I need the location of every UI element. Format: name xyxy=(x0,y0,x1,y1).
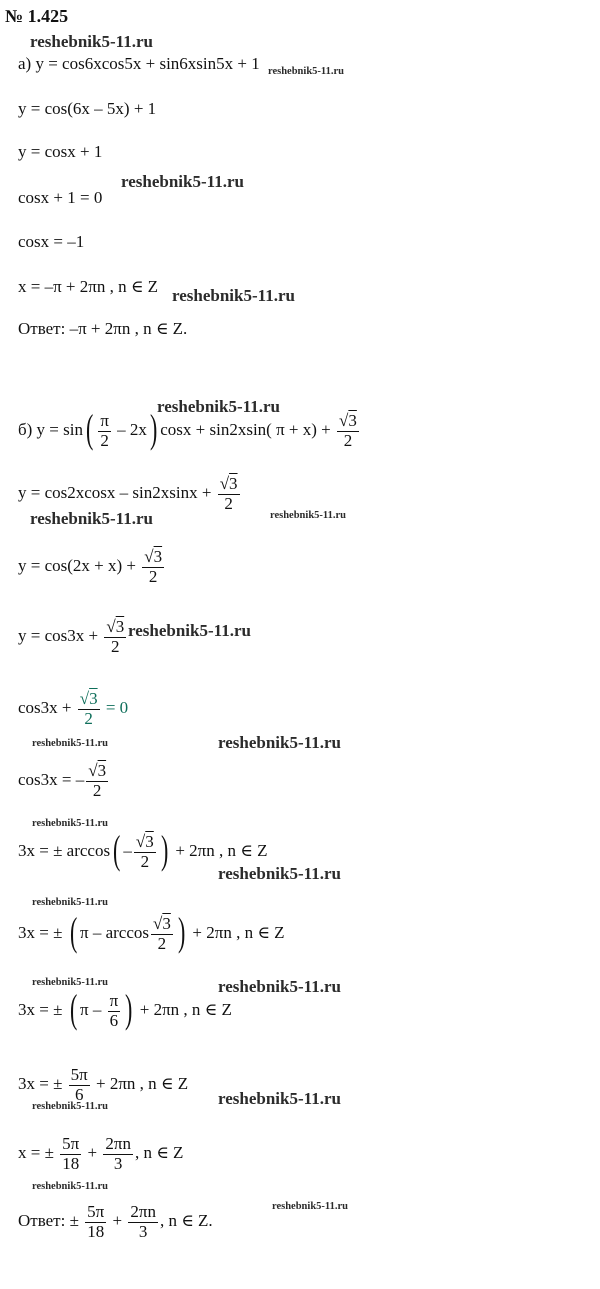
part-a-line-4: cosx + 1 = 0 xyxy=(18,188,103,207)
watermark: reshebnik5-11.ru xyxy=(272,1201,348,1212)
watermark: reshebnik5-11.ru xyxy=(268,66,344,77)
watermark: reshebnik5-11.ru xyxy=(32,897,108,908)
watermark: reshebnik5-11.ru xyxy=(30,32,153,51)
watermark: reshebnik5-11.ru xyxy=(157,397,280,416)
part-a-line-2: y = cos(6x – 5x) + 1 xyxy=(18,99,157,118)
watermark: reshebnik5-11.ru xyxy=(218,733,341,752)
part-b-line-1: б) y = sin( $\frac{\pi}{2}$ – 2x) cosx + sin2xsin( π + x) + $\frac{√3}{2}$ xyxy=(18,406,357,452)
part-b-line-11: x = ± $\frac{5\pi}{18}$ + $\frac{2\pi n}{3}$ , n ∈ Z xyxy=(18,1134,184,1173)
watermark: reshebnik5-11.ru xyxy=(121,172,244,191)
watermark: reshebnik5-11.ru xyxy=(30,509,153,528)
watermark: reshebnik5-11.ru xyxy=(128,621,251,640)
part-b-line-8: 3x = ± ( π – arccos $\frac{√3}{2}$ ) + 2πn , n ∈ Z xyxy=(18,909,285,955)
part-a-line-3: y = cosx + 1 xyxy=(18,142,103,161)
watermark: reshebnik5-11.ru xyxy=(32,1101,108,1112)
watermark: reshebnik5-11.ru xyxy=(32,818,108,829)
part-b-line-6: cos3x = – $\frac{√3}{2}$ xyxy=(18,761,107,800)
part-a-line-5: cosx = –1 xyxy=(18,232,85,251)
part-b-line-9: 3x = ± ( π – $\frac{\pi}{6}$ ) + 2πn , n ∈ Z xyxy=(18,986,232,1032)
watermark: reshebnik5-11.ru xyxy=(218,864,341,883)
watermark: reshebnik5-11.ru xyxy=(172,286,295,305)
part-a-line-6: x = –π + 2πn , n ∈ Z xyxy=(18,277,159,296)
part-b-line-2: y = cos2xcosx – sin2xsinx + $\frac{√3}{2}$ xyxy=(18,474,238,513)
part-b-line-4: y = cos3x + $\frac{√3}{2}$ xyxy=(18,617,125,656)
part-b-line-3: y = cos(2x + x) + $\frac{√3}{2}$ xyxy=(18,547,163,586)
watermark: reshebnik5-11.ru xyxy=(32,738,108,749)
watermark: reshebnik5-11.ru xyxy=(218,977,341,996)
watermark: reshebnik5-11.ru xyxy=(32,977,108,988)
part-b-answer: Ответ: ± $\frac{5\pi}{18}$ + $\frac{2\pi n}{3}$ , n ∈ Z. xyxy=(18,1202,213,1241)
watermark: reshebnik5-11.ru xyxy=(270,510,346,521)
part-a-answer: Ответ: –π + 2πn , n ∈ Z. xyxy=(18,319,188,338)
part-b-line-5: cos3x + $\frac{√3}{2}$ = 0 xyxy=(18,689,129,728)
part-b-line-10: 3x = ± $\frac{5\pi}{6}$ + 2πn , n ∈ Z xyxy=(18,1065,189,1104)
part-a-line-1: а) y = cos6xcos5x + sin6xsin5x + 1 xyxy=(18,54,260,73)
problem-number: № 1.425 xyxy=(5,6,69,26)
watermark: reshebnik5-11.ru xyxy=(32,1181,108,1192)
part-b-line-7: 3x = ± arccos( – $\frac{√3}{2}$ ) + 2πn , n ∈ Z xyxy=(18,827,268,873)
watermark: reshebnik5-11.ru xyxy=(218,1089,341,1108)
